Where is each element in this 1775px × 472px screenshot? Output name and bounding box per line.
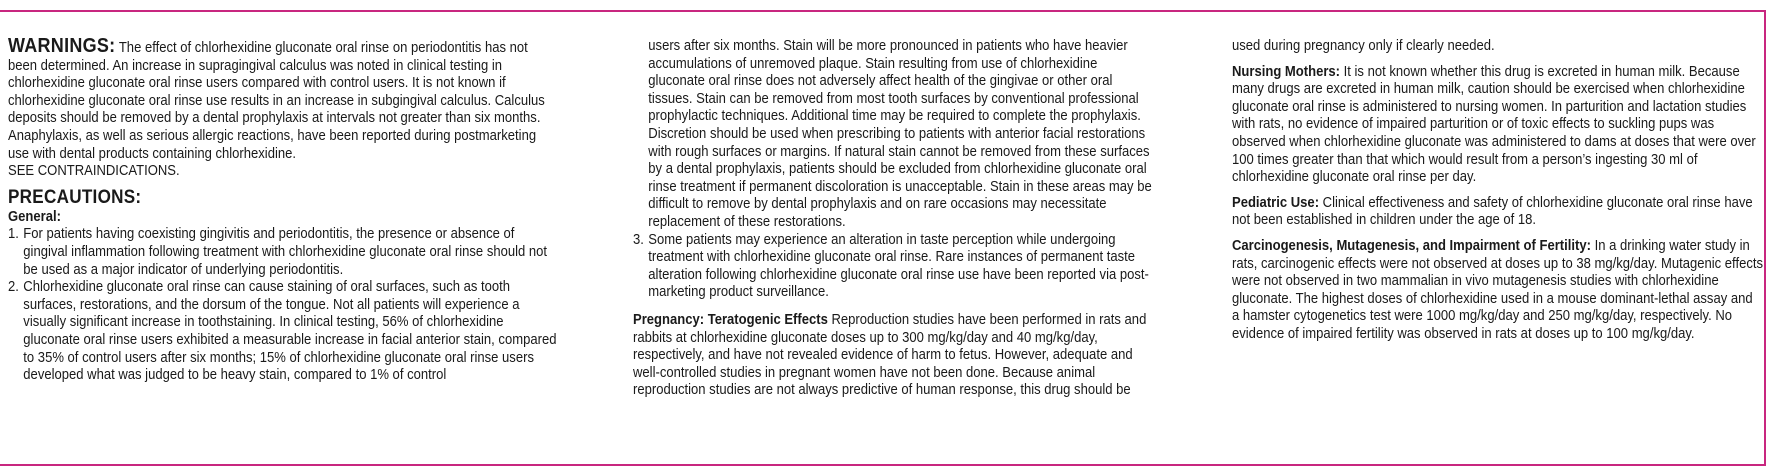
pediatric-paragraph	[1232, 195, 1763, 230]
nursing-paragraph	[1232, 64, 1763, 187]
nursing-text: It is not known whether this drug is excreted in human milk. Because many drugs are excreted in human milk, caution should be exercised when chlorhexidine gluconate oral rinse is administered to nursing women. In parturition and lactation studies with rats, no evidence of impaired parturition or of toxic effects to suckling pups was observed when chlorhexidine gluconate was administered to dams at doses that were over 100 times greater than that which would result from a person’s ingesting 30 ml of chlorhexidine gluconate oral rinse per day.	[1232, 63, 1756, 186]
list-continuation: users after six months. Stain will be more pronounced in patients who have heavier accumulations of unremoved plaque. Stain resulting from use of chlorhexidine gluconate oral rinse does not adversely affect health of the gingivae or other oral tissues. Stain can be removed from most tooth surfaces by conventional professional prophylactic techniques. Additional time may be required to complete the prophylaxis. Discretion should be used when prescribing to patients with anterior facial restorations with rough surfaces or margins. If natural stain cannot be removed from these surfaces by a dental prophylaxis, patients should be excluded from chlorhexidine gluconate oral rinse treatment if permanent discoloration is unacceptable. Stain in these areas may be difficult to remove by dental prophylaxis and on rare occasions may necessitate replacement of these restorations.	[648, 38, 1152, 230]
list-item	[8, 226, 557, 279]
precautions-heading: PRECAUTIONS:	[8, 186, 142, 208]
carcinogenesis-text: In a drinking water study in rats, carcinogenic effects were not observed at doses up to 38 mg/kg/day. Mutagenic effects were not observed in two mammalian in vivo mutagenesis studies with chlorhexidine gluconate. The highest doses of chlorhexidine used in a mouse dominant-lethal assay and a hamster cytogenetics test were 1000 mg/kg/day and 250 mg/kg/day, respectively. No evidence of impaired fertility was observed in rats at doses up to 100 mg/kg/day.	[1232, 237, 1763, 342]
pregnancy-text: Reproduction studies have been performed in rats and rabbits at chlorhexidine gluconate doses up to 300 mg/kg/day and 40 mg/kg/day, respectively, and have not revealed evidence of harm to fetus. However, adequate and well-controlled studies in pregnant women have not been done. Because animal reproduction studies are not always predictive of human response, this drug should be	[633, 311, 1147, 399]
list-number: 2.	[8, 279, 19, 296]
general-subheading: General:	[8, 208, 61, 225]
pregnancy-heading: Pregnancy: Teratogenic Effects	[633, 311, 828, 328]
pediatric-text: Clinical effectiveness and safety of chlorhexidine gluconate oral rinse have not been established in children under the age of 18.	[1232, 194, 1753, 229]
warnings-text: The effect of chlorhexidine gluconate oral rinse on periodontitis has not been determined. An increase in supragingival calculus was noted in clinical testing in chlorhexidine gluconate oral rinse users compared with control users. It is not known if chlorhexidine gluconate oral rinse use results in an increase in subgingival calculus. Calculus deposits should be removed by a dental prophylaxis at intervals not greater than six months. Anaphylaxis, as well as serious allergic reactions, have been reported during postmarketing use with dental products containing chlorhexidine.	[8, 40, 545, 162]
column-1	[8, 35, 557, 385]
list-text: For patients having coexisting gingivitis and periodontitis, the presence or absence of gingival inflammation following treatment with chlorhexidine gluconate oral rinse should not be used as a major indicator of underlying periodontitis.	[23, 226, 548, 278]
nursing-heading: Nursing Mothers:	[1232, 63, 1341, 80]
warnings-paragraph	[8, 35, 557, 163]
column-3	[1232, 38, 1763, 344]
list-number: 1.	[8, 226, 19, 243]
column-2	[633, 38, 1155, 400]
warnings-heading: WARNINGS:	[8, 35, 116, 57]
pregnancy-continuation: used during pregnancy only if clearly needed.	[1232, 38, 1495, 54]
carcinogenesis-paragraph	[1232, 238, 1763, 344]
list-item	[633, 232, 1155, 302]
list-text: Chlorhexidine gluconate oral rinse can cause staining of oral surfaces, such as tooth surfaces, restorations, and the dorsum of the tongue. Not all patients will experience a visually significant increase in toothstaining. In clinical testing, 56% of chlorhexidine gluconate oral rinse users exhibited a measurable increase in facial anterior stain, compared to 35% of control users after six months; 15% of chlorhexidine gluconate oral rinse users developed what was judged to be heavy stain, compared to 1% of control	[23, 279, 557, 384]
list-number: 3.	[633, 231, 644, 248]
pediatric-heading: Pediatric Use:	[1232, 194, 1320, 211]
see-contraindications: SEE CONTRAINDICATIONS.	[8, 163, 180, 180]
list-item	[8, 279, 557, 385]
list-text: Some patients may experience an alteration in taste perception while undergoing treatment with chlorhexidine gluconate oral rinse. Rare instances of permanent taste alteration following chlorhexidine gluconate oral rinse use have been reported via post-marketing product surveillance.	[648, 231, 1149, 301]
pregnancy-paragraph	[633, 312, 1155, 400]
carcinogenesis-heading: Carcinogenesis, Mutagenesis, and Impairment of Fertility:	[1232, 237, 1591, 254]
